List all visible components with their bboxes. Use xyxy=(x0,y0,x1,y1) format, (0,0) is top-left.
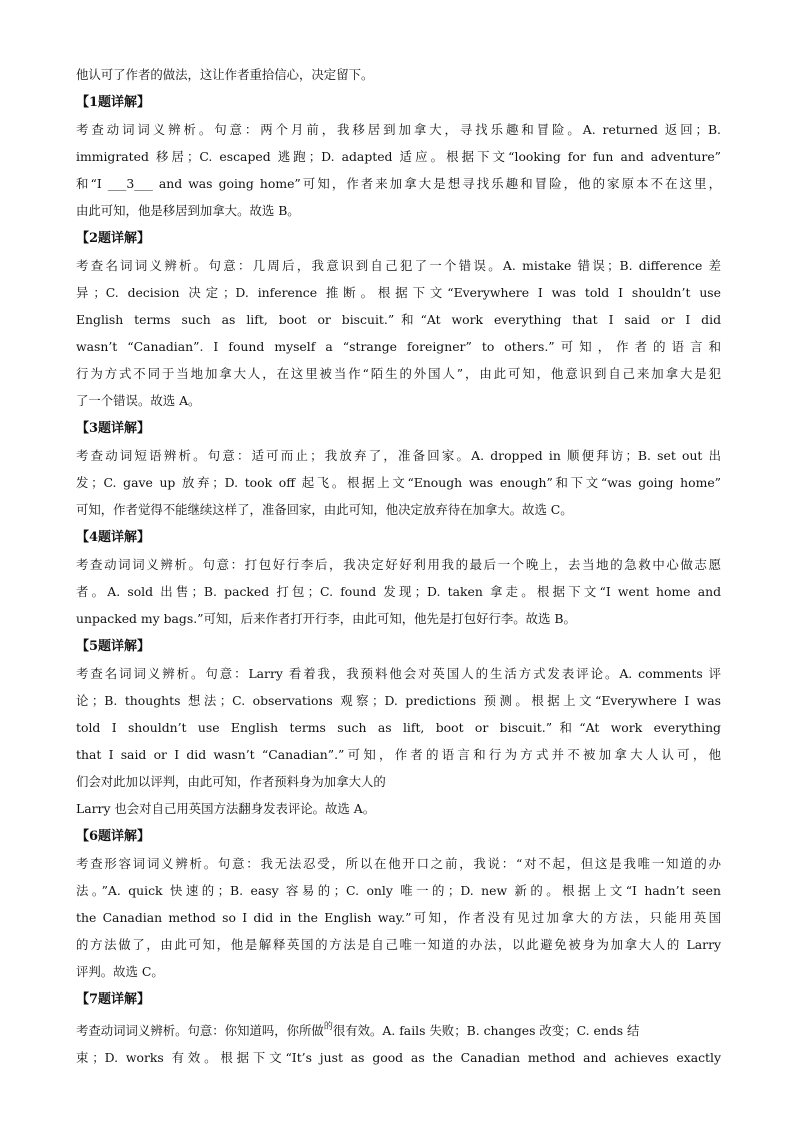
item-2-line-2: 异；C. decision 决定；D. inference 推断。根据下文“Everywhere I was told I shouldn’t use xyxy=(76,285,721,300)
item-3-line-3: 可知，作者觉得不能继续这样了，准备回家，由此可知，他决定放弃待在加拿大。故选 C。 xyxy=(76,502,573,517)
item-3-line-1: 考查动词短语辨析。句意：适可而止；我放弃了，准备回家。A. dropped in 顺便拜访；B. set out 出 xyxy=(76,448,721,463)
item-2-line-3: English terms such as lift, boot or biscuit.”和“At work everything that I said or I did xyxy=(76,312,721,327)
item-5-heading: 【5题详解】 xyxy=(76,639,151,654)
item-1-line-2: immigrated 移居；C. escaped 逃跑；D. adapted 适应。根据下文“looking for fun and adventure” xyxy=(76,149,721,164)
item-1-line-4: 由此可知，他是移居到加拿大。故选 B。 xyxy=(76,203,300,218)
item-5-line-4: that I said or I did wasn’t “Canadian”.”可知，作者的语言和行为方式并不被加拿大人认可，他 xyxy=(76,747,721,762)
item-2-heading: 【2题详解】 xyxy=(76,231,151,246)
item-7-line-1-end: 很有效。A. fails 失败；B. changes 改变；C. ends 结 xyxy=(332,1023,640,1038)
item-5-line-1: 考查名词词义辨析。句意：Larry 看着我，我预料他会对英国人的生活方式发表评论。A. comments 评 xyxy=(76,666,721,681)
item-1-line-1: 考查动词词义辨析。句意：两个月前，我移居到加拿大，寻找乐趣和冒险。A. returned 返回；B. xyxy=(76,122,721,137)
item-1-line-3: 和“I ___3___ and was going home”可知，作者来加拿大是想寻找乐趣和冒险，他的家原本不在这里， xyxy=(76,176,721,191)
item-7-line-1-start: 考查动词词义辨析。句意：你知道吗，你所做 xyxy=(76,1023,324,1038)
item-7-heading: 【7题详解】 xyxy=(76,992,151,1007)
intro-line: 他认可了作者的做法，这让作者重拾信心，决定留下。 xyxy=(76,67,374,82)
item-3-line-2: 发；C. gave up 放弃；D. took off 起飞。根据上文“Enough was enough”和下文“was going home” xyxy=(76,475,721,490)
item-1-heading: 【1题详解】 xyxy=(76,95,151,110)
item-3-heading: 【3题详解】 xyxy=(76,421,151,436)
item-7-line-2: 束；D. works 有效。根据下文“It’s just as good as the Canadian method and achieves exactly xyxy=(76,1050,721,1065)
item-4-line-1: 考查动词词义辨析。句意：打包好行李后，我决定好好利用我的最后一个晚上，去当地的急救中心做志愿 xyxy=(76,557,721,572)
item-6-line-3: the Canadian method so I did in the English way.”可知，作者没有见过加拿大的方法，只能用英国 xyxy=(76,910,721,925)
item-6-heading: 【6题详解】 xyxy=(76,829,151,844)
item-2-line-5: 行为方式不同于当地加拿大人，在这里被当作“陌生的外国人”，由此可知，他意识到自己来加拿大是犯 xyxy=(76,366,721,381)
item-4-line-3: unpacked my bags.”可知，后来作者打开行李，由此可知，他先是打包好行李。故选 B。 xyxy=(76,611,576,626)
item-4-heading: 【4题详解】 xyxy=(76,530,151,545)
item-4-line-2: 者。A. sold 出售；B. packed 打包；C. found 发现；D. taken 拿走。根据下文“I went home and xyxy=(76,584,721,599)
item-5-line-3: told I shouldn’t use English terms such as lift, boot or biscuit.”和“At work everything xyxy=(76,720,721,735)
item-5-line-2: 论；B. thoughts 想法；C. observations 观察；D. predictions 预测。根据上文“Everywhere I was xyxy=(76,693,721,708)
item-7-superscript: 的 xyxy=(323,1022,333,1032)
item-2-line-6: 了一个错误。故选 A。 xyxy=(76,393,201,408)
item-6-line-4: 的方法做了，由此可知，他是解释英国的方法是自己唯一知道的办法，以此避免被身为加拿大人的 Larry xyxy=(76,937,721,952)
item-2-line-4: wasn’t “Canadian”. I found myself a “strange foreigner” to others.”可知，作者的语言和 xyxy=(76,339,721,354)
item-6-line-5: 评判。故选 C。 xyxy=(76,964,164,979)
item-5-line-6: Larry 也会对自己用英国方法翻身发表评论。故选 A。 xyxy=(76,801,376,816)
item-2-line-1: 考查名词词义辨析。句意：几周后，我意识到自己犯了一个错误。A. mistake 错误；B. difference 差 xyxy=(76,258,721,273)
item-6-line-1: 考查形容词词义辨析。句意：我无法忍受，所以在他开口之前，我说：“对不起，但这是我唯一知道的办 xyxy=(76,856,721,871)
item-6-line-2: 法。”A. quick 快速的；B. easy 容易的；C. only 唯一的；D. new 新的。根据上文“I hadn’t seen xyxy=(76,883,721,898)
item-5-line-5: 们会对此加以评判，由此可知，作者预料身为加拿大人的 xyxy=(76,774,386,789)
item-7-line-1 xyxy=(76,1021,721,1043)
